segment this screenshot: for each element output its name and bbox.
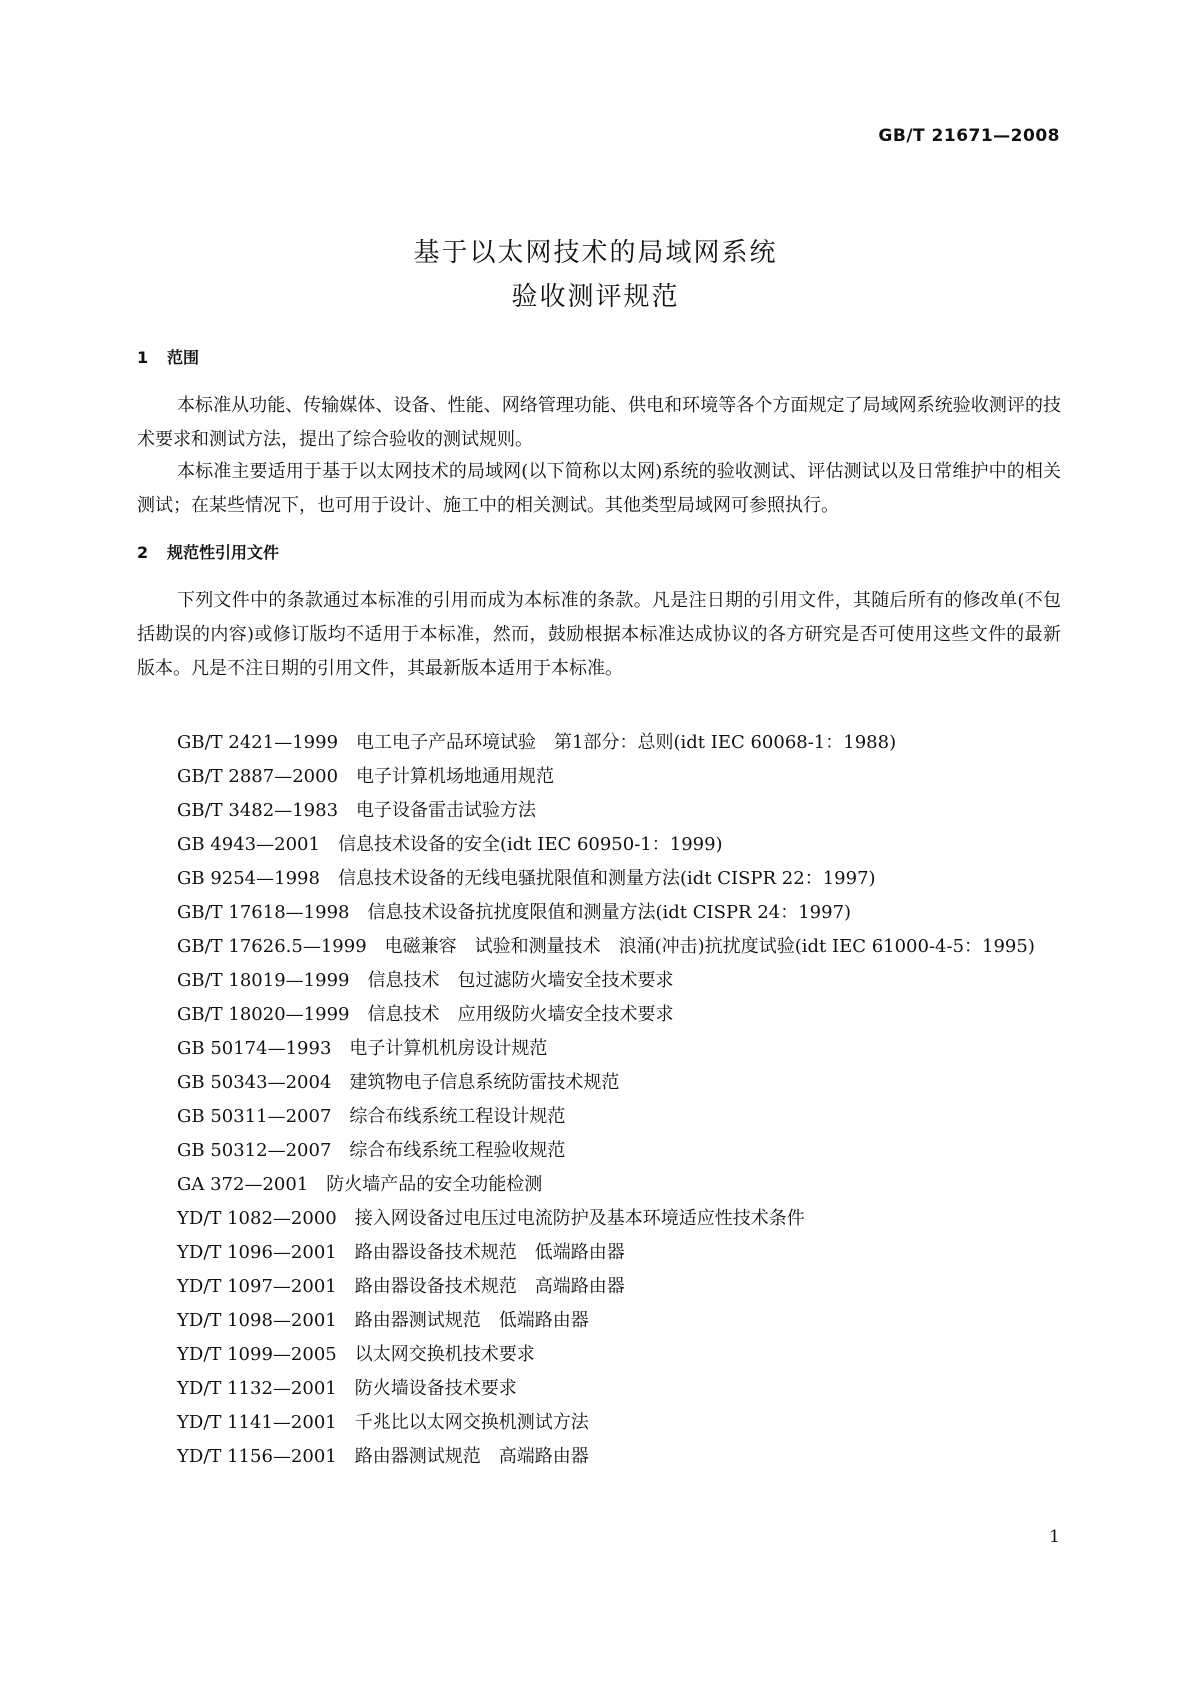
scope-paragraph-1: 本标准从功能、传输媒体、设备、性能、网络管理功能、供电和环境等各个方面规定了局域网系统验收测评的技术要求和测试方法，提出了综合验收的测试规则。 — [137, 395, 1061, 450]
scope-paragraph-2: 本标准主要适用于基于以太网技术的局域网(以下简称以太网)系统的验收测试、评估测试以及日常维护中的相关测试；在某些情况下，也可用于设计、施工中的相关测试。其他类型局域网可参照执行。 — [137, 461, 1061, 516]
reference-title: 电磁兼容 试验和测量技术 浪涌(冲击)抗扰度试验(idt IEC 61000-4-5：1995) — [384, 936, 1035, 957]
reference-code: GB/T 18020—1999 — [177, 1004, 350, 1025]
reference-item — [137, 1304, 1061, 1338]
reference-item — [137, 1406, 1061, 1440]
reference-code: YD/T 1082—2000 — [177, 1208, 337, 1229]
references-intro-paragraph: 下列文件中的条款通过本标准的引用而成为本标准的条款。凡是注日期的引用文件，其随后所有的修改单(不包括勘误的内容)或修订版均不适用于本标准，然而，鼓励根据本标准达成协议的各方研究是否可使用这些文件的最新版本。凡是不注日期的引用文件，其最新版本适用于本标准。 — [137, 590, 1061, 679]
reference-code: YD/T 1156—2001 — [177, 1446, 337, 1467]
reference-code: YD/T 1099—2005 — [177, 1344, 337, 1365]
reference-code: GB 50174—1993 — [177, 1038, 332, 1059]
reference-item — [137, 1372, 1061, 1406]
reference-code: GB 9254—1998 — [177, 868, 320, 889]
reference-item — [137, 1100, 1061, 1134]
reference-code: GB 50311—2007 — [177, 1106, 332, 1127]
section-title: 范围 — [167, 348, 200, 367]
document-title-line1: 基于以太网技术的局域网系统 — [413, 238, 778, 268]
reference-title: 电子计算机场地通用规范 — [356, 766, 555, 787]
page-number: 1 — [1049, 1527, 1060, 1547]
reference-title: 信息技术 应用级防火墙安全技术要求 — [367, 1004, 674, 1025]
reference-code: GB 50312—2007 — [177, 1140, 332, 1161]
section-number: 2 — [137, 543, 149, 562]
reference-title: 路由器测试规范 低端路由器 — [354, 1310, 589, 1331]
reference-title: 接入网设备过电压过电流防护及基本环境适应性技术条件 — [354, 1208, 805, 1229]
reference-item — [137, 1032, 1061, 1066]
reference-code: GA 372—2001 — [177, 1174, 309, 1195]
section-heading-scope — [137, 345, 199, 368]
reference-title: 路由器测试规范 高端路由器 — [354, 1446, 589, 1467]
reference-title: 综合布线系统工程设计规范 — [349, 1106, 566, 1127]
reference-title: 防火墙产品的安全功能检测 — [326, 1174, 543, 1195]
reference-title: 电子计算机机房设计规范 — [349, 1038, 548, 1059]
reference-code: GB/T 17626.5—1999 — [177, 936, 367, 957]
reference-item — [137, 1066, 1061, 1100]
reference-item — [137, 964, 1061, 998]
reference-code: GB 50343—2004 — [177, 1072, 332, 1093]
reference-code: YD/T 1141—2001 — [177, 1412, 337, 1433]
reference-item — [137, 1168, 1061, 1202]
reference-item — [137, 998, 1061, 1032]
reference-code: YD/T 1097—2001 — [177, 1276, 337, 1297]
reference-title: 路由器设备技术规范 高端路由器 — [354, 1276, 625, 1297]
document-title-line2: 验收测评规范 — [511, 282, 680, 312]
section-heading-normative-references — [137, 540, 279, 563]
reference-code: GB/T 2421—1999 — [177, 732, 339, 753]
reference-item — [137, 862, 1061, 896]
reference-item — [137, 726, 1061, 760]
reference-item — [137, 1270, 1061, 1304]
reference-code: YD/T 1132—2001 — [177, 1378, 337, 1399]
reference-title: 防火墙设备技术要求 — [354, 1378, 517, 1399]
reference-title: 综合布线系统工程验收规范 — [349, 1140, 566, 1161]
reference-title: 建筑物电子信息系统防雷技术规范 — [349, 1072, 620, 1093]
reference-title: 千兆比以太网交换机测试方法 — [354, 1412, 589, 1433]
section-number: 1 — [137, 348, 149, 367]
reference-code: GB/T 2887—2000 — [177, 766, 339, 787]
reference-item — [137, 794, 1061, 828]
reference-title: 信息技术设备的无线电骚扰限值和测量方法(idt CISPR 22：1997) — [337, 868, 876, 889]
reference-item — [137, 1236, 1061, 1270]
reference-title: 电子设备雷击试验方法 — [356, 800, 537, 821]
section-title: 规范性引用文件 — [167, 543, 280, 562]
reference-list — [137, 726, 1061, 1474]
reference-item — [137, 1440, 1061, 1474]
reference-code: GB 4943—2001 — [177, 834, 320, 855]
reference-title: 电工电子产品环境试验 第1部分：总则(idt IEC 60068-1：1988) — [356, 732, 897, 753]
reference-item — [137, 828, 1061, 862]
reference-item — [137, 1134, 1061, 1168]
reference-item — [137, 760, 1061, 794]
reference-title: 路由器设备技术规范 低端路由器 — [354, 1242, 625, 1263]
reference-item — [137, 896, 1061, 930]
reference-title: 信息技术设备的安全(idt IEC 60950-1：1999) — [337, 834, 723, 855]
reference-title: 以太网交换机技术要求 — [354, 1344, 535, 1365]
reference-code: YD/T 1098—2001 — [177, 1310, 337, 1331]
reference-code: YD/T 1096—2001 — [177, 1242, 337, 1263]
reference-code: GB/T 18019—1999 — [177, 970, 350, 991]
reference-item — [137, 1338, 1061, 1372]
reference-code: GB/T 17618—1998 — [177, 902, 350, 923]
reference-title: 信息技术设备抗扰度限值和测量方法(idt CISPR 24：1997) — [367, 902, 852, 923]
reference-code: GB/T 3482—1983 — [177, 800, 339, 821]
reference-item — [137, 1202, 1061, 1236]
reference-item — [137, 930, 1061, 964]
reference-title: 信息技术 包过滤防火墙安全技术要求 — [367, 970, 674, 991]
standard-code: GB/T 21671—2008 — [878, 126, 1060, 146]
